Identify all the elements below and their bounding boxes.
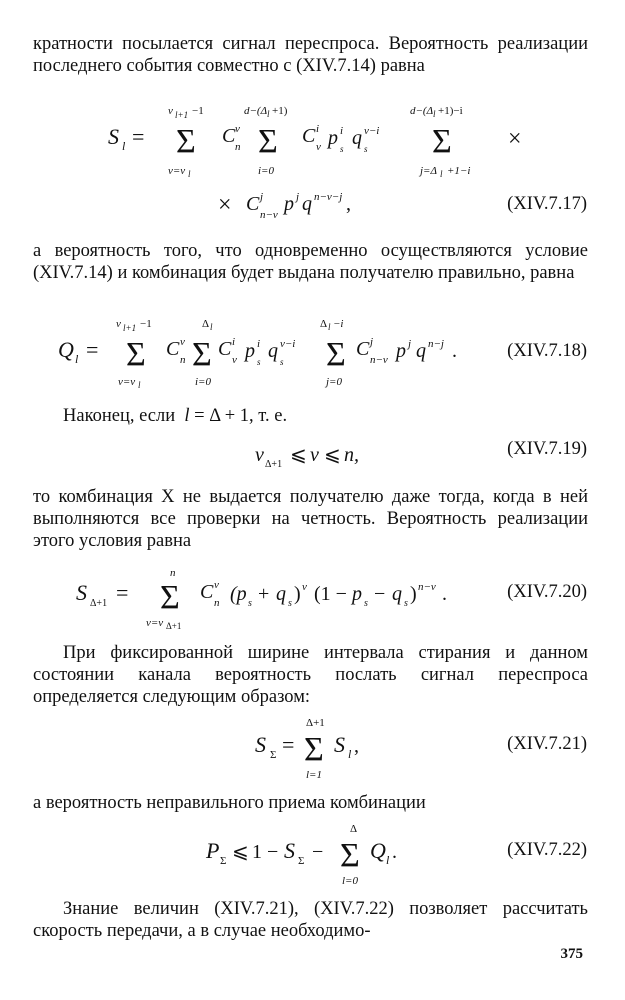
svg-text:.: . bbox=[442, 583, 447, 605]
svg-text:P: P bbox=[206, 838, 220, 863]
svg-text:n: n bbox=[214, 597, 220, 609]
svg-text:l: l bbox=[138, 380, 141, 390]
svg-text:j: j bbox=[260, 191, 264, 203]
svg-text:n−ν: n−ν bbox=[260, 209, 278, 221]
equation-number-22: (XIV.7.22) bbox=[507, 840, 587, 860]
svg-text:n−j: n−j bbox=[428, 338, 444, 350]
svg-text:Σ: Σ bbox=[270, 749, 277, 761]
svg-text:S: S bbox=[284, 838, 295, 863]
svg-text:j: j bbox=[296, 191, 300, 203]
svg-text:Σ: Σ bbox=[258, 123, 278, 160]
svg-text:,: , bbox=[346, 193, 351, 215]
paragraph-3 bbox=[63, 405, 563, 427]
inline-formula-rest: = Δ + 1, bbox=[189, 406, 259, 426]
svg-text:): ) bbox=[294, 583, 301, 605]
svg-text:): ) bbox=[410, 583, 417, 605]
svg-text:n−ν: n−ν bbox=[370, 354, 388, 366]
svg-text:=: = bbox=[132, 124, 145, 149]
svg-text:1 −: 1 − bbox=[252, 841, 279, 863]
svg-text:s: s bbox=[364, 598, 368, 609]
svg-text:j=Δ: j=Δ bbox=[420, 165, 437, 177]
svg-text:ν: ν bbox=[116, 318, 121, 330]
svg-text:Q: Q bbox=[58, 337, 74, 362]
svg-text:ν: ν bbox=[302, 581, 307, 593]
svg-text:C: C bbox=[166, 338, 180, 360]
svg-text:,: , bbox=[354, 735, 359, 757]
svg-text:Δ+1: Δ+1 bbox=[265, 459, 283, 470]
equation-xiv-7-17 bbox=[0, 100, 625, 225]
svg-text:s: s bbox=[288, 598, 292, 609]
svg-text:+1)−i: +1)−i bbox=[438, 105, 463, 117]
svg-text:l: l bbox=[267, 109, 270, 119]
svg-text:s: s bbox=[340, 144, 344, 154]
svg-text:s: s bbox=[404, 598, 408, 609]
svg-text:Σ: Σ bbox=[220, 855, 227, 867]
svg-text:q: q bbox=[392, 583, 402, 605]
svg-text:ν=ν: ν=ν bbox=[168, 165, 186, 177]
svg-text:=: = bbox=[116, 580, 129, 605]
equation-number-21: (XIV.7.21) bbox=[507, 734, 587, 754]
svg-text:l: l bbox=[210, 322, 213, 332]
svg-text:ν−i: ν−i bbox=[364, 125, 380, 137]
svg-text:n: n bbox=[170, 567, 176, 579]
svg-text:Δ: Δ bbox=[202, 318, 210, 330]
svg-text:ν−i: ν−i bbox=[280, 338, 296, 350]
svg-text:Σ: Σ bbox=[326, 336, 346, 373]
svg-text:ν=ν: ν=ν bbox=[118, 376, 136, 388]
svg-text:s: s bbox=[248, 598, 252, 609]
equation-xiv-7-22 bbox=[0, 818, 625, 890]
svg-text:+1−i: +1−i bbox=[447, 165, 471, 177]
svg-text:C: C bbox=[302, 125, 316, 147]
svg-text:n: n bbox=[235, 141, 241, 153]
paragraph-7: Знание величин (XIV.7.21), (XIV.7.22) позволяет рассчитать скорость передачи, а в случае необходимо- bbox=[33, 899, 588, 941]
svg-text:×: × bbox=[218, 192, 232, 218]
svg-text:ν: ν bbox=[255, 444, 264, 466]
svg-text:Σ: Σ bbox=[176, 123, 196, 160]
svg-text:Σ: Σ bbox=[126, 336, 146, 373]
svg-text:C: C bbox=[356, 338, 370, 360]
svg-text:S: S bbox=[334, 732, 345, 757]
paragraph-6: а вероятность неправильного приема комбинации bbox=[33, 793, 426, 813]
inline-formula-l-equals-delta-plus-1: l bbox=[179, 406, 190, 426]
svg-text:q: q bbox=[352, 127, 362, 149]
svg-text:i=0: i=0 bbox=[195, 376, 211, 388]
svg-text:ν: ν bbox=[310, 444, 319, 466]
paragraph-2: а вероятность того, что одновременно осуществляются условие (XIV.7.14) и комбинация будет выдана получателю правильно, равна bbox=[33, 241, 588, 283]
svg-text:Σ: Σ bbox=[432, 123, 452, 160]
svg-text:p: p bbox=[284, 193, 294, 215]
svg-text:q: q bbox=[268, 340, 278, 362]
svg-text:(p: (p bbox=[230, 583, 247, 605]
svg-text:s: s bbox=[364, 144, 368, 154]
svg-text:p: p bbox=[328, 127, 338, 149]
paragraph-3-text: Наконец, если bbox=[63, 406, 176, 426]
svg-text:Δ: Δ bbox=[320, 318, 328, 330]
svg-text:Σ: Σ bbox=[340, 837, 360, 874]
svg-text:l=0: l=0 bbox=[342, 875, 358, 887]
svg-text:n−ν: n−ν bbox=[418, 581, 436, 593]
svg-text:=: = bbox=[282, 732, 295, 757]
svg-text:q: q bbox=[276, 583, 286, 605]
svg-text:−i: −i bbox=[333, 318, 344, 330]
svg-text:ν: ν bbox=[214, 579, 219, 591]
svg-text:p: p bbox=[396, 340, 406, 362]
svg-text:l: l bbox=[386, 853, 390, 867]
svg-text:⩽: ⩽ bbox=[232, 841, 249, 863]
svg-text:i: i bbox=[340, 125, 344, 137]
equation-xiv-7-19 bbox=[0, 435, 625, 475]
svg-text:Σ: Σ bbox=[298, 855, 305, 867]
equation-number-17: (XIV.7.17) bbox=[507, 194, 587, 214]
svg-text:C: C bbox=[246, 193, 260, 215]
svg-text:Q: Q bbox=[370, 838, 386, 863]
svg-text:i=0: i=0 bbox=[258, 165, 274, 177]
svg-text:l: l bbox=[440, 169, 443, 179]
equation-xiv-7-20 bbox=[0, 562, 625, 634]
svg-text:l+1: l+1 bbox=[175, 110, 189, 120]
svg-text:q: q bbox=[416, 340, 426, 362]
svg-text:d−(Δ: d−(Δ bbox=[244, 105, 268, 117]
equation-number-20: (XIV.7.20) bbox=[507, 582, 587, 602]
svg-text:Σ: Σ bbox=[304, 731, 324, 768]
svg-text:Δ+1: Δ+1 bbox=[166, 621, 182, 631]
paragraph-3-ie: т. е. bbox=[258, 406, 288, 426]
svg-text:⩽: ⩽ bbox=[290, 444, 307, 466]
svg-text:l: l bbox=[75, 352, 79, 366]
svg-text:ν: ν bbox=[232, 354, 237, 366]
svg-text:−: − bbox=[312, 841, 324, 863]
paragraph-4: то комбинация X не выдается получателю даже тогда, когда в ней выполняются все проверки на четность. Вероятность реализации этого условия равна bbox=[33, 487, 588, 551]
svg-text:l: l bbox=[328, 322, 331, 332]
svg-text:S: S bbox=[108, 124, 119, 149]
svg-text:l=1: l=1 bbox=[306, 769, 322, 781]
svg-text:Δ+1: Δ+1 bbox=[90, 598, 108, 609]
svg-text:n,: n, bbox=[344, 444, 359, 466]
equation-number-19: (XIV.7.19) bbox=[507, 439, 587, 459]
svg-text:l: l bbox=[433, 109, 436, 119]
svg-text:⩽: ⩽ bbox=[324, 444, 341, 466]
svg-text:n: n bbox=[180, 354, 186, 366]
svg-text:d−(Δ: d−(Δ bbox=[410, 105, 434, 117]
svg-text:(1 −: (1 − bbox=[314, 583, 347, 605]
svg-text:Δ+1: Δ+1 bbox=[306, 717, 325, 729]
svg-text:l: l bbox=[122, 139, 126, 153]
svg-text:=: = bbox=[86, 337, 99, 362]
svg-text:q: q bbox=[302, 193, 312, 215]
svg-text:j=0: j=0 bbox=[326, 376, 342, 388]
svg-text:s: s bbox=[280, 357, 284, 367]
svg-text:.: . bbox=[392, 841, 397, 863]
svg-text:i: i bbox=[316, 123, 320, 135]
svg-text:l: l bbox=[348, 747, 352, 761]
svg-text:S: S bbox=[255, 732, 266, 757]
svg-text:ν: ν bbox=[180, 336, 185, 348]
svg-text:l+1: l+1 bbox=[123, 323, 137, 333]
svg-text:+1): +1) bbox=[272, 105, 288, 117]
svg-text:s: s bbox=[257, 357, 261, 367]
svg-text:C: C bbox=[200, 581, 214, 603]
svg-text:ν=ν: ν=ν bbox=[146, 617, 164, 629]
svg-text:ν: ν bbox=[235, 123, 240, 135]
svg-text:−: − bbox=[374, 583, 386, 605]
svg-text:C: C bbox=[222, 125, 236, 147]
svg-text:i: i bbox=[257, 338, 261, 350]
paragraph-5: При фиксированной ширине интервала стирания и данном состоянии канала вероятность послать сигнал переспроса определяется следующим образом: bbox=[33, 643, 588, 707]
svg-text:Δ: Δ bbox=[350, 823, 358, 835]
svg-text:j: j bbox=[370, 336, 374, 348]
svg-text:−1: −1 bbox=[192, 105, 204, 117]
svg-text:.: . bbox=[452, 340, 457, 362]
equation-xiv-7-21 bbox=[0, 712, 625, 784]
svg-text:−1: −1 bbox=[140, 318, 152, 330]
svg-text:+: + bbox=[258, 583, 270, 605]
svg-text:i: i bbox=[232, 336, 236, 348]
svg-text:p: p bbox=[245, 340, 255, 362]
equation-xiv-7-18 bbox=[0, 313, 625, 393]
svg-text:j: j bbox=[408, 338, 412, 350]
svg-text:Σ: Σ bbox=[192, 336, 212, 373]
svg-text:S: S bbox=[76, 580, 87, 605]
svg-text:p: p bbox=[352, 583, 362, 605]
svg-text:×: × bbox=[508, 126, 522, 152]
svg-text:n−ν−j: n−ν−j bbox=[314, 191, 343, 203]
svg-text:l: l bbox=[188, 169, 191, 179]
page-number: 375 bbox=[560, 946, 583, 962]
paragraph-1: кратности посылается сигнал переспроса. Вероятность реализации последнего события совместно с (XIV.7.14) равна bbox=[33, 34, 588, 76]
svg-text:C: C bbox=[218, 338, 232, 360]
svg-text:ν: ν bbox=[168, 105, 173, 117]
svg-text:Σ: Σ bbox=[160, 579, 180, 616]
equation-number-18: (XIV.7.18) bbox=[507, 341, 587, 361]
svg-text:ν: ν bbox=[316, 141, 321, 153]
